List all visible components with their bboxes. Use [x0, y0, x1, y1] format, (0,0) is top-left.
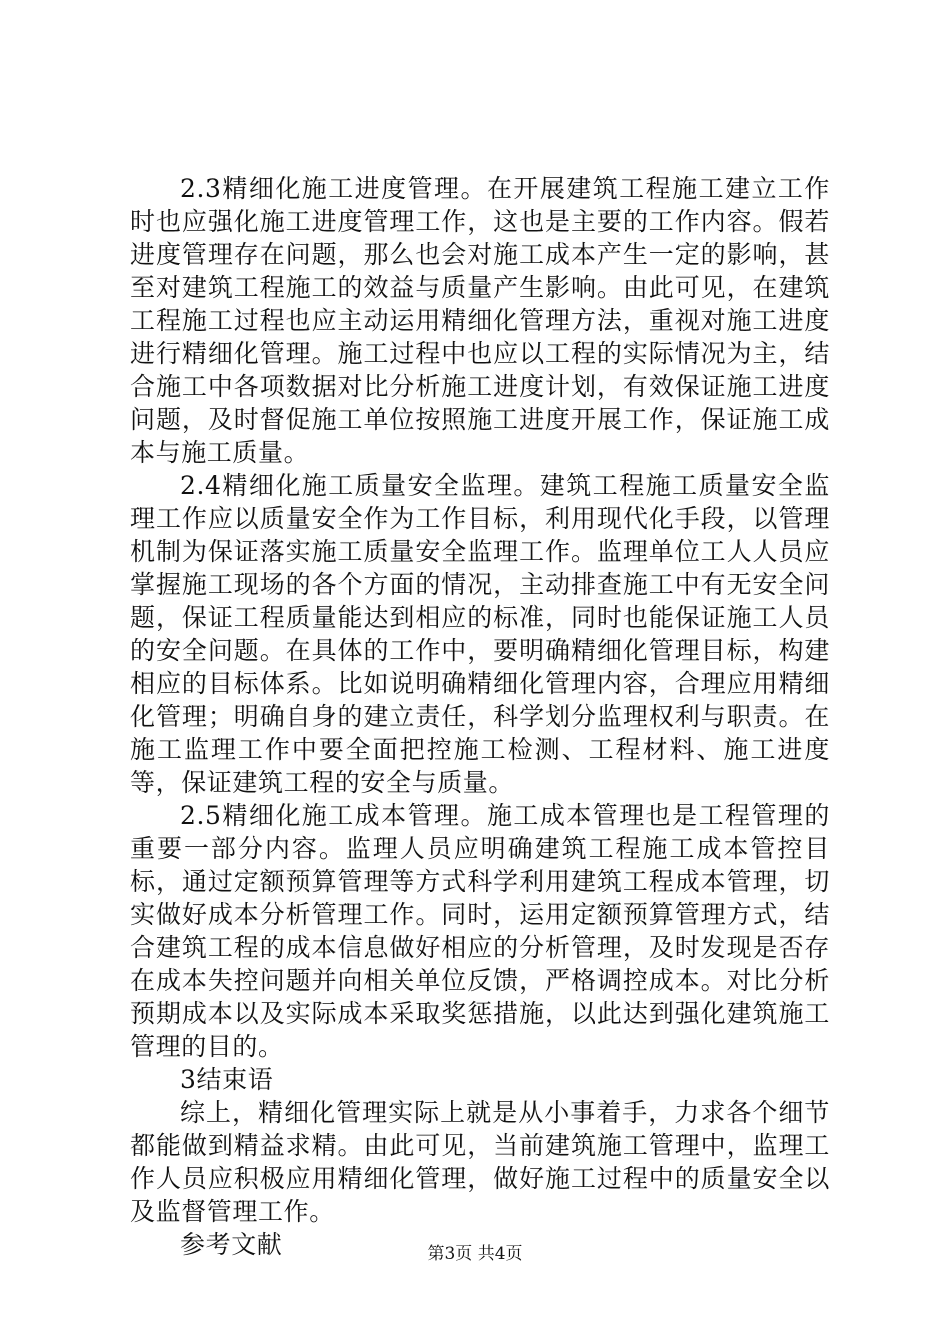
- conclusion-heading: 3结束语: [180, 1065, 274, 1094]
- page-footer: [0, 1243, 950, 1265]
- page-number: 第3页 共4页: [427, 1244, 523, 1264]
- document-body: [130, 172, 830, 1261]
- paragraph-progress-management: 2.3精细化施工进度管理。在开展建筑工程施工建立工作时也应强化施工进度管理工作，这也是主要的工作内容。假若进度管理存在问题，那么也会对施工成本产生一定的影响，甚至对建筑工程施工的效益与质量产生影响。由此可见，在建筑工程施工过程也应主动运用精细化管理方法，重视对施工进度进行精细化管理。施工过程中也应以工程的实际情况为主，结合施工中各项数据对比分析施工进度计划，有效保证施工进度问题，及时督促施工单位按照施工进度开展工作，保证施工成本与施工质量。: [130, 174, 830, 467]
- references-heading: 参考文献: [180, 1230, 283, 1259]
- paragraph-quality-safety-supervision: 2.4精细化施工质量安全监理。建筑工程施工质量安全监理工作应以质量安全作为工作目标，利用现代化手段，以管理机制为保证落实施工质量安全监理工作。监理单位工人人员应掌握施工现场的各个方面的情况，主动排查施工中有无安全问题，保证工程质量能达到相应的标准，同时也能保证施工人员的安全问题。在具体的工作中，要明确精细化管理目标，构建相应的目标体系。比如说明确精细化管理内容，合理应用精细化管理；明确自身的建立责任，科学划分监理权利与职责。在施工监理工作中要全面把控施工检测、工程材料、施工进度等，保证建筑工程的安全与质量。: [130, 471, 830, 797]
- conclusion-paragraph: 综上，精细化管理实际上就是从小事着手，力求各个细节都能做到精益求精。由此可见，当前建筑施工管理中，监理工作人员应积极应用精细化管理，做好施工过程中的质量安全以及监督管理工作。: [130, 1098, 830, 1226]
- paragraph-cost-management: 2.5精细化施工成本管理。施工成本管理也是工程管理的重要一部分内容。监理人员应明确建筑工程施工成本管控目标，通过定额预算管理等方式科学利用建筑工程成本管理，切实做好成本分析管理工作。同时，运用定额预算管理方式，结合建筑工程的成本信息做好相应的分析管理，及时发现是否存在成本失控问题并向相关单位反馈，严格调控成本。对比分析预期成本以及实际成本采取奖惩措施，以此达到强化建筑施工管理的目的。: [130, 801, 830, 1061]
